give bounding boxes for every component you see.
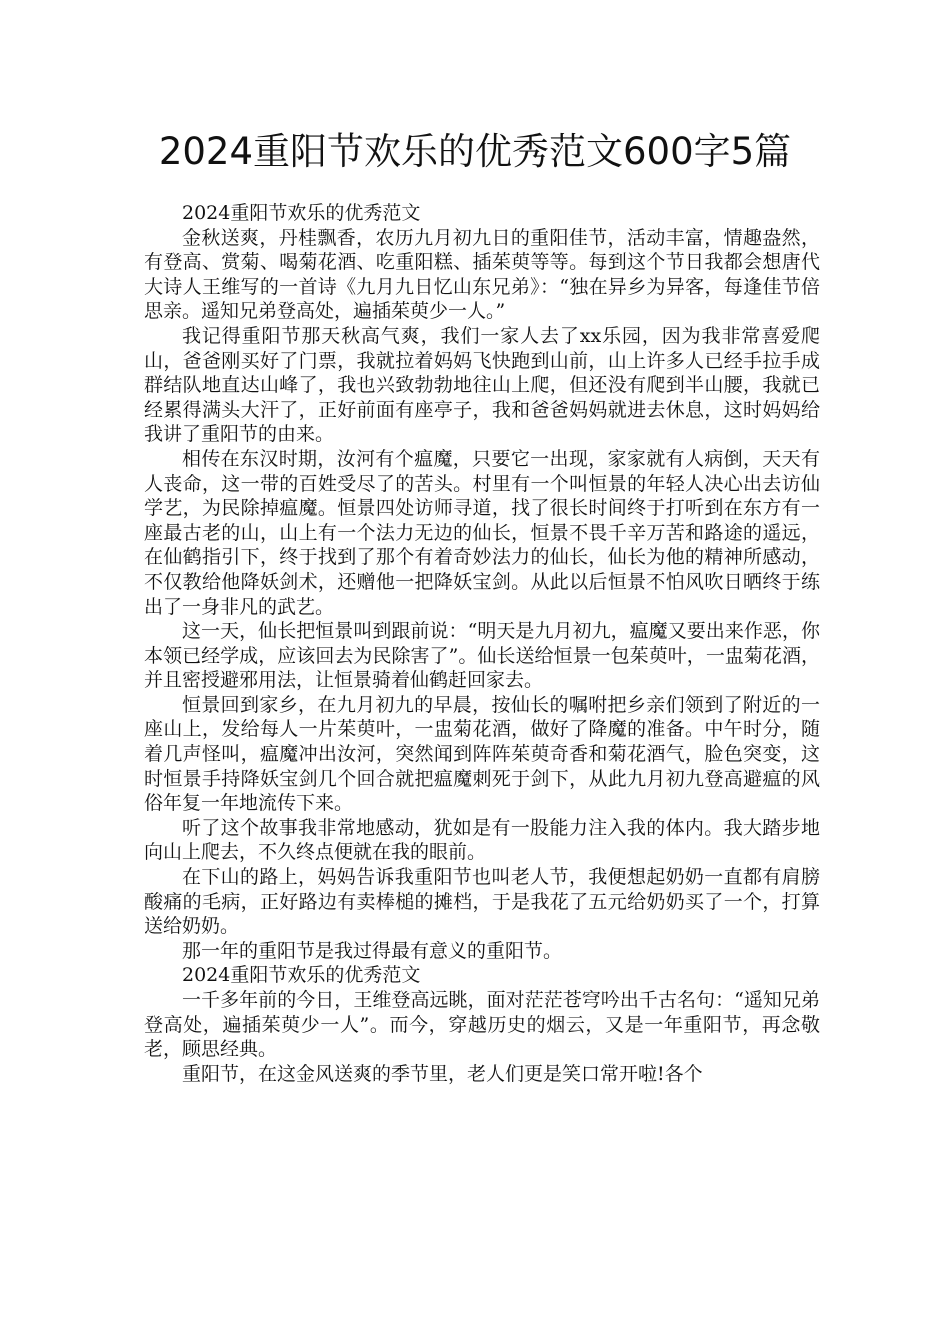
paragraph: 恒景回到家乡，在九月初九的早晨，按仙长的嘱咐把乡亲们领到了附近的一座山上，发给每人一片茱萸叶，一盅菊花酒，做好了降魔的准备。中午时分，随着几声怪叫，瘟魔冲出汝河，突然闻到阵阵茱萸奇香和菊花酒气，脸色突变，这时恒景手持降妖宝剑几个回合就把瘟魔刺死于剑下，从此九月初九登高避瘟的风俗年复一年地流传下来。 bbox=[144, 693, 820, 815]
document-title: 2024重阳节欢乐的优秀范文600字5篇 bbox=[158, 130, 792, 173]
paragraph: 一千多年前的今日，王维登高远眺，面对茫茫苍穹吟出千古名句：“遥知兄弟登高处，遍插茱萸少一人”。而今，穿越历史的烟云，又是一年重阳节，再念敬老，顾思经典。 bbox=[144, 989, 820, 1061]
paragraph: 相传在东汉时期，汝河有个瘟魔，只要它一出现，家家就有人病倒，天天有人丧命，这一带的百姓受尽了的苦头。村里有一个叫恒景的年轻人决心出去访仙学艺，为民除掉瘟魔。恒景四处访师寻道，找了很长时间终于打听到在东方有一座最古老的山，山上有一个法力无边的仙长，恒景不畏千辛万苦和路途的遥远，在仙鹤指引下，终于找到了那个有着奇妙法力的仙长，仙长为他的精神所感动，不仅教给他降妖剑术，还赠他一把降妖宝剑。从此以后恒景不怕风吹日晒终于练出了一身非凡的武艺。 bbox=[144, 447, 820, 618]
paragraph: 重阳节，在这金风送爽的季节里，老人们更是笑口常开啦!各个 bbox=[182, 1062, 703, 1085]
subheading: 2024重阳节欢乐的优秀范文 bbox=[182, 964, 421, 987]
paragraph: 我记得重阳节那天秋高气爽，我们一家人去了xx乐园，因为我非常喜爱爬山，爸爸刚买好了门票，我就拉着妈妈飞快跑到山前，山上许多人已经手拉手成群结队地直达山峰了，我也兴致勃勃地往山上爬，但还没有爬到半山腰，我就已经累得满头大汗了，正好前面有座亭子，我和爸爸妈妈就进去休息，这时妈妈给我讲了重阳节的由来。 bbox=[144, 324, 820, 446]
subheading: 2024重阳节欢乐的优秀范文 bbox=[182, 202, 421, 224]
paragraph: 这一天，仙长把恒景叫到跟前说：“明天是九月初九，瘟魔又要出来作恶，你本领已经学成，应该回去为民除害了”。仙长送给恒景一包茱萸叶，一盅菊花酒，并且密授避邪用法，让恒景骑着仙鹤赶回家去。 bbox=[144, 620, 820, 692]
paragraph: 在下山的路上，妈妈告诉我重阳节也叫老人节，我便想起奶奶一直都有肩膀酸痛的毛病，正好路边有卖棒槌的摊档，于是我花了五元给奶奶买了一个，打算送给奶奶。 bbox=[144, 866, 820, 938]
document-body bbox=[144, 201, 820, 1086]
paragraph: 那一年的重阳节是我过得最有意义的重阳节。 bbox=[182, 939, 563, 962]
paragraph: 金秋送爽，丹桂飘香，农历九月初九日的重阳佳节，活动丰富，情趣盎然，有登高、赏菊、喝菊花酒、吃重阳糕、插茱萸等等。每到这个节日我都会想唐代大诗人王维写的一首诗《九月九日忆山东兄弟》：“独在异乡为异客，每逢佳节倍思亲。遥知兄弟登高处，遍插茱萸少一人。” bbox=[144, 226, 820, 323]
paragraph: 听了这个故事我非常地感动，犹如是有一股能力注入我的体内。我大踏步地向山上爬去，不久终点便就在我的眼前。 bbox=[144, 816, 820, 864]
